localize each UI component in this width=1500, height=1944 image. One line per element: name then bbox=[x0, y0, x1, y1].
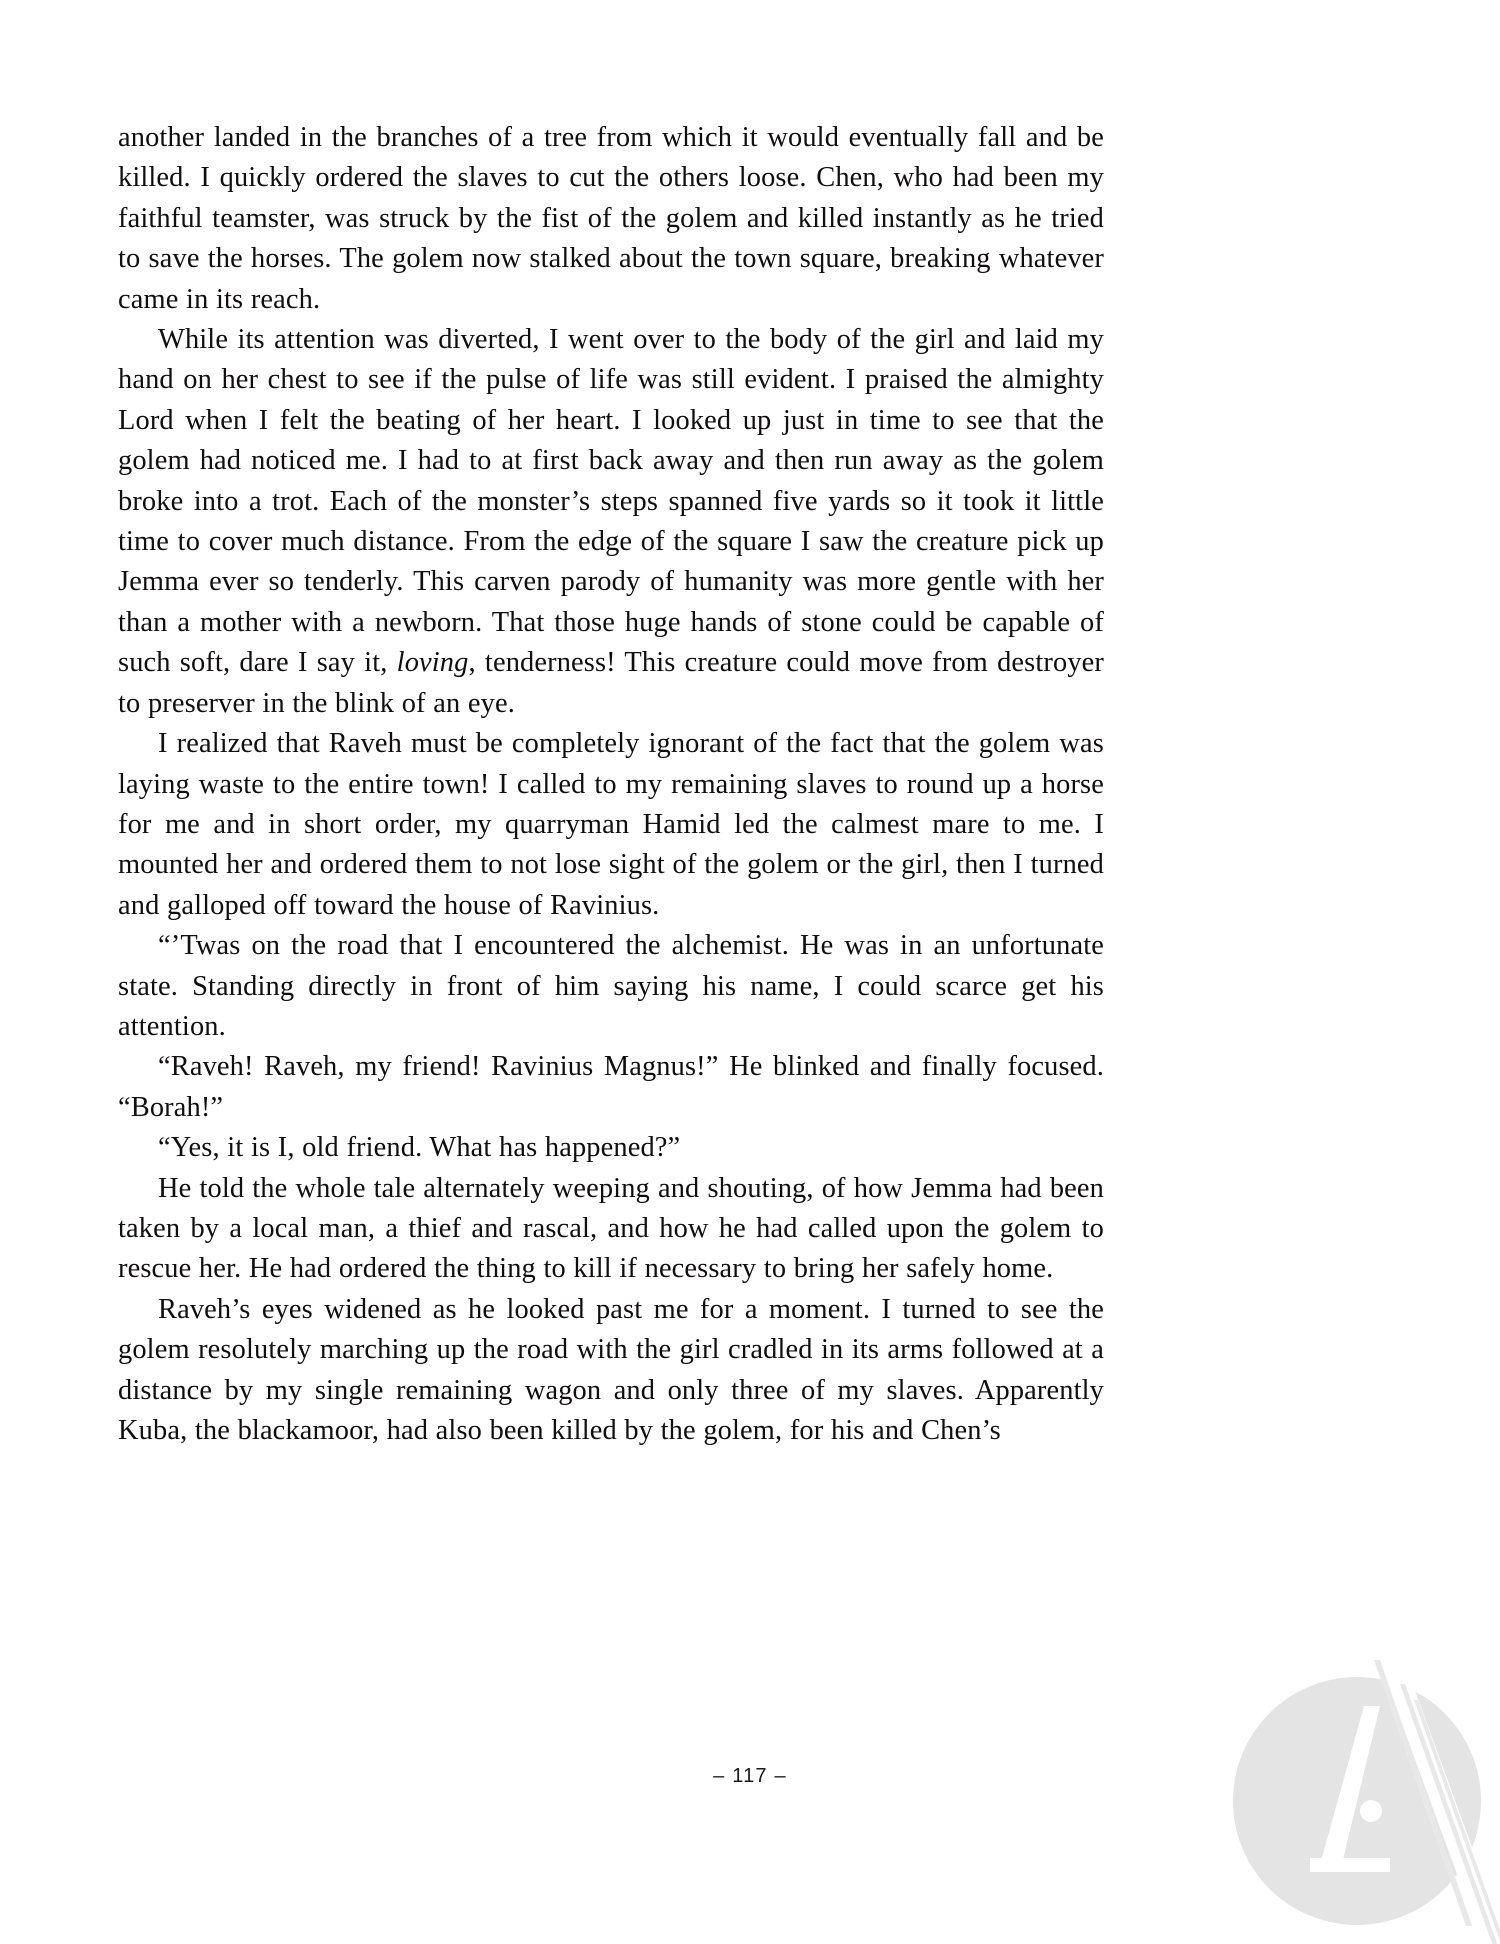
body-paragraph bbox=[118, 724, 1104, 926]
body-text-run: He told the whole tale alternately weeping and shouting, of how Jemma had been taken by a local man, a thief and rascal, and how he had called upon the golem to rescue her. He had ordered the thing to kill if necessary to bring her safely home. bbox=[118, 1172, 1104, 1285]
page-text-block bbox=[118, 118, 1104, 1451]
body-paragraph bbox=[118, 1128, 1104, 1168]
body-text-run: “Yes, it is I, old friend. What has happened?” bbox=[158, 1132, 681, 1164]
body-paragraph bbox=[118, 118, 1104, 320]
body-text-run: , tenderness! This creature could move from destroyer to preserver in the blink of an eye. bbox=[118, 647, 1104, 719]
body-paragraph bbox=[118, 926, 1104, 1047]
body-text-run: I realized that Raveh must be completely ignorant of the fact that the golem was laying waste to the entire town! I called to my remaining slaves to round up a horse for me and in short order, my quarryman Hamid led the calmest mare to me. I mounted her and ordered them to not lose sight of the golem or the girl, then I turned and galloped off toward the house of Ravinius. bbox=[118, 728, 1104, 921]
body-text-run: another landed in the branches of a tree from which it would eventually fall and be killed. I quickly ordered the slaves to cut the others loose. Chen, who had been my faithful teamster, was struck by the fist of the golem and killed instantly as he tried to save the horses. The golem now stalked about the town square, breaking whatever came in its reach. bbox=[118, 122, 1104, 315]
body-text-run: Raveh’s eyes widened as he looked past me for a moment. I turned to see the golem resolutely marching up the road with the girl cradled in its arms followed at a distance by my single remaining wagon and only three of my slaves. Apparently Kuba, the blackamoor, had also been killed by the golem, for his and Chen’s bbox=[118, 1293, 1104, 1446]
body-paragraph bbox=[118, 1047, 1104, 1128]
body-text-run: “Raveh! Raveh, my friend! Ravinius Magnus!” He blinked and finally focused. “Borah!” bbox=[118, 1051, 1104, 1123]
publisher-logo-watermark bbox=[1214, 1658, 1500, 1944]
body-text-run: “’Twas on the road that I encountered the alchemist. He was in an unfortunate state. Standing directly in front of him saying his name, I could scarce get his attention. bbox=[118, 930, 1104, 1042]
body-paragraph bbox=[118, 1169, 1104, 1290]
body-text-run: While its attention was diverted, I went over to the body of the girl and laid my hand on her chest to see if the pulse of life was still evident. I praised the almighty Lord when I felt the beating of her heart. I looked up just in time to see that the golem had noticed me. I had to at first back away and then run away as the golem broke into a trot. Each of the monster’s steps spanned five yards so it took it little time to cover much distance. From the edge of the square I saw the creature pick up Jemma ever so tenderly. This carven parody of humanity was more gentle with her than a mother with a newborn. That those huge hands of stone could be capable of such soft, dare I say it, bbox=[118, 324, 1104, 679]
body-paragraph bbox=[118, 320, 1104, 724]
body-paragraph bbox=[118, 1290, 1104, 1452]
emphasis-text: loving bbox=[396, 647, 469, 679]
page-number-folio: – 117 – bbox=[713, 1765, 787, 1787]
